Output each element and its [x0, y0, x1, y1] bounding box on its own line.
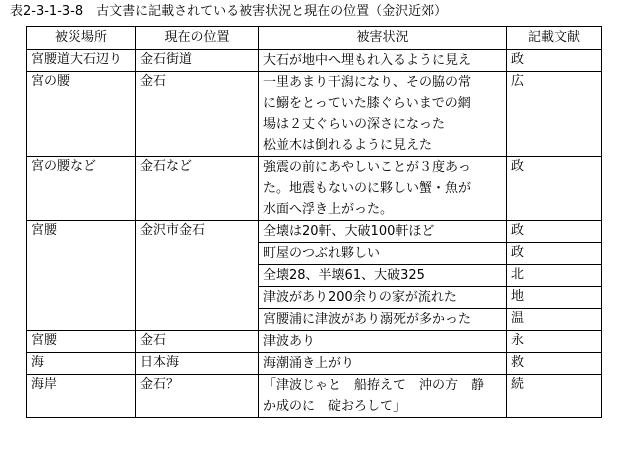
damage-line: 宮腰浦に津波があり溺死が多かった	[263, 312, 472, 327]
damage-line: 「津波じゃと 船拵えて 沖の方 静	[263, 378, 485, 393]
cell-current-location: 日本海	[136, 353, 259, 375]
cell-source: 北	[507, 265, 602, 287]
damage-line: 全壊は20軒、大破100軒ほど	[263, 224, 435, 239]
header-damage: 被害状況	[259, 27, 507, 50]
cell-damage	[259, 287, 507, 309]
table-row	[27, 157, 602, 221]
cell-source: 政	[507, 221, 602, 243]
damage-line: 松並木は倒れるように見えた	[263, 138, 433, 153]
cell-damage	[259, 157, 507, 221]
cell-place: 宮の腰など	[27, 157, 136, 221]
cell-damage	[259, 375, 507, 418]
header-current-location: 現在の位置	[136, 27, 259, 50]
damage-line: に鰯をとっていた膝ぐらいまでの網	[263, 96, 471, 111]
damage-line: た。地震もないのに夥しい蟹・魚が	[263, 181, 472, 196]
cell-source: 続	[507, 375, 602, 418]
cell-damage	[259, 221, 507, 243]
damage-line: 津波があり200余りの家が流れた	[263, 290, 457, 305]
cell-damage	[259, 50, 507, 72]
cell-source: 救	[507, 353, 602, 375]
cell-place: 宮腰道大石辺り	[27, 50, 136, 72]
cell-place: 宮の腰	[27, 72, 136, 157]
cell-source: 政	[507, 50, 602, 72]
header-source: 記載文献	[507, 27, 602, 50]
table-row	[27, 50, 602, 72]
cell-damage	[259, 265, 507, 287]
table-row	[27, 72, 602, 157]
cell-current-location: 金石	[136, 331, 259, 353]
cell-current-location: 金沢市金石	[136, 221, 259, 331]
damage-line: 一里あまり干潟になり、その脇の常	[263, 75, 472, 90]
cell-source: 温	[507, 309, 602, 331]
cell-current-location: 金石？	[136, 375, 259, 418]
damage-line: 町屋のつぶれ夥しい	[263, 246, 381, 261]
damage-line: 津波あり	[263, 334, 316, 349]
cell-damage	[259, 309, 507, 331]
cell-current-location: 金石街道	[136, 50, 259, 72]
damage-line: 全壊28、半壊61、大破325	[263, 268, 425, 283]
cell-source: 広	[507, 72, 602, 157]
table-row	[27, 221, 602, 243]
cell-source: 地	[507, 287, 602, 309]
table-caption: 表2-3-1-3-8 古文書に記載されている被害状況と現在の位置（金沢近郊）	[10, 4, 448, 19]
cell-damage	[259, 72, 507, 157]
cell-current-location: 金石など	[136, 157, 259, 221]
table-row	[27, 353, 602, 375]
cell-damage	[259, 331, 507, 353]
cell-place: 宮腰	[27, 331, 136, 353]
cell-damage	[259, 353, 507, 375]
cell-source: 政	[507, 157, 602, 221]
header-row	[27, 27, 602, 50]
damage-line: 海潮涌き上がり	[263, 356, 355, 371]
table-row	[27, 375, 602, 418]
damage-line: 水面へ浮き上がった。	[263, 202, 394, 217]
damage-line: 強震の前にあやしいことが３度あっ	[263, 160, 471, 175]
cell-current-location: 金石	[136, 72, 259, 157]
cell-damage	[259, 243, 507, 265]
damage-line: 場は２丈ぐらいの深さになった	[263, 117, 446, 132]
damage-line: 大石が地中へ埋もれ入るように見え	[263, 53, 472, 68]
cell-place: 海	[27, 353, 136, 375]
cell-place: 宮腰	[27, 221, 136, 331]
cell-source: 政	[507, 243, 602, 265]
damage-line: か成のに 碇おろして」	[263, 399, 407, 414]
table-row	[27, 331, 602, 353]
header-place: 被災場所	[27, 27, 136, 50]
cell-source: 永	[507, 331, 602, 353]
damage-table	[26, 26, 602, 418]
cell-place: 海岸	[27, 375, 136, 418]
